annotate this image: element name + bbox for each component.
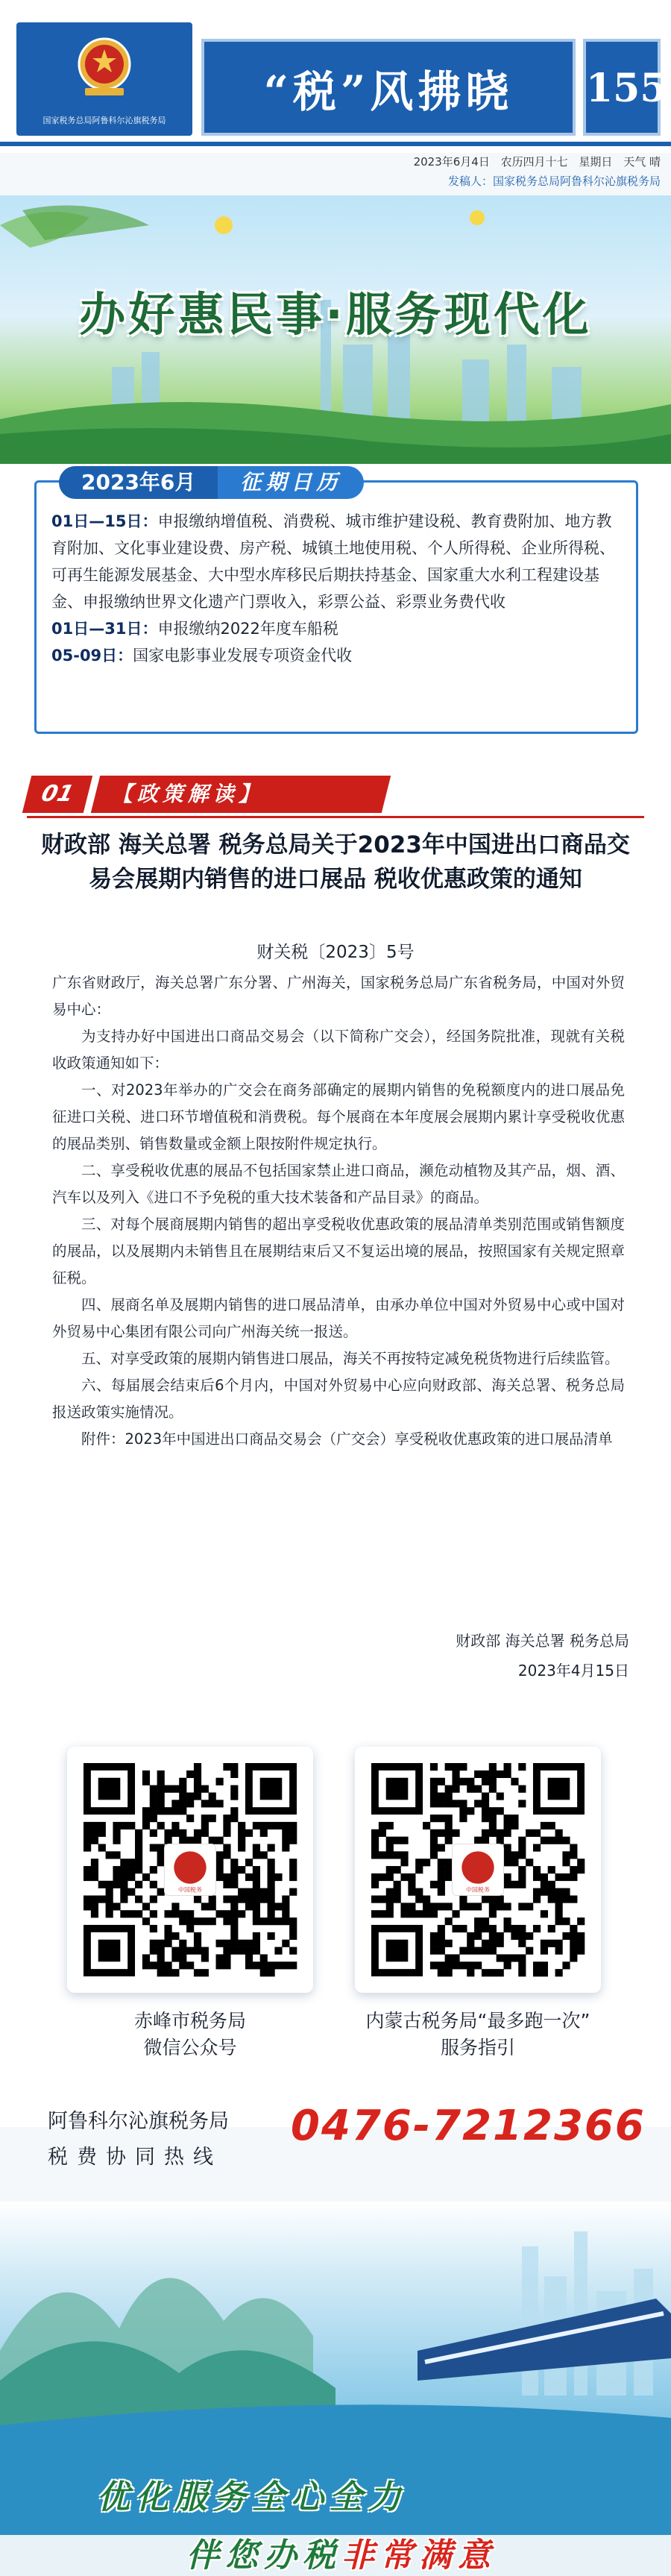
qr-caption-left-line2: 微信公众号: [143, 2037, 237, 2058]
qr-caption-right-line1: 内蒙古税务局“最多跑一次”: [365, 2010, 590, 2032]
qr-card-wechat[interactable]: [67, 1747, 313, 1993]
section-divider: [27, 816, 644, 818]
calendar-range: 05-09日：: [51, 647, 133, 665]
document-number: 财关税〔2023〕5号: [256, 943, 415, 962]
china-tax-logo-text: 中国税务: [178, 1886, 202, 1894]
banner: [0, 195, 671, 464]
document-addressee: 广东省财政厅，海关总署广东分署、广州海关，国家税务总局广东省税务局，中国对外贸易中心：: [52, 974, 625, 1018]
calendar-tabs: [59, 466, 364, 499]
footer-scene: [0, 2202, 671, 2575]
issue-box: [583, 39, 667, 136]
weekday: 星期日: [579, 155, 613, 169]
document-paragraph: 二、享受税收优惠的展品不包括国家禁止进口商品，濒危动植物及其产品，烟、酒、汽车以及列入《进口不予免税的重大技术装备和产品目录》的商品。: [52, 1162, 625, 1206]
lunar-date: 农历四月十七: [500, 155, 568, 169]
footer-motto-line1: 优化服务全心全力: [97, 2478, 407, 2516]
qr-caption-left: [56, 2008, 324, 2061]
document-signatory: 财政部 海关总署 税务总局: [456, 1632, 629, 1650]
masthead: [0, 0, 671, 153]
masthead-rule: [0, 142, 671, 146]
calendar-body: [51, 508, 621, 669]
publisher: 发稿人：国家税务总局阿鲁科尔沁旗税务局: [447, 175, 661, 188]
dateline: [201, 154, 661, 170]
calendar-month-tab: 2023年6月: [59, 466, 218, 499]
china-tax-logo-icon: [461, 1851, 494, 1883]
issue-number: 155: [586, 66, 667, 111]
calendar-row: [51, 615, 621, 642]
calendar-range: 01日—15日：: [51, 512, 158, 530]
policy-section: [0, 740, 671, 1709]
section-header: [27, 776, 400, 813]
document-paragraph: 一、对2023年举办的广交会在商务部确定的展期内销售的免税额度内的进口展品免征进口关税、进口环节增值税和消费税。每个展商在本年度展会展期内累计享受税收优惠的展品类别、销售数量或金额上限按附件规定执行。: [52, 1081, 625, 1152]
calendar-range: 01日—31日：: [51, 620, 158, 638]
section-label: 【政策解读】: [91, 776, 391, 813]
qr-section: [0, 1709, 671, 2127]
weather: 天气 晴: [623, 155, 661, 169]
document-paragraph: 四、展商名单及展期内销售的进口展品清单，由承办单位中国对外贸易中心或中国对外贸易中心集团有限公司向广州海关统一报送。: [52, 1296, 625, 1340]
document-paragraph: 三、对每个展商展期内销售的超出享受税收优惠政策的展品清单类别范围或销售额度的展品，以及展期内未销售且在展期结束后又不复运出境的展品，按照国家有关规定照章征税。: [52, 1216, 625, 1287]
issue-date: 2023年6月4日: [413, 155, 490, 169]
china-tax-logo-text: 中国税务: [466, 1886, 490, 1894]
qr-caption-right: [344, 2008, 612, 2061]
calendar-frame: [34, 470, 638, 734]
qr-caption-left-line1: 赤峰市税务局: [133, 2010, 246, 2032]
document-sign-date: 2023年4月15日: [517, 1662, 629, 1680]
qr-card-service-guide[interactable]: [355, 1747, 601, 1993]
hotline-label: 税费协同热线: [48, 2146, 222, 2169]
newsletter-title: “税”风拂晓: [263, 66, 514, 117]
footer-motto-line2: [186, 2528, 497, 2576]
calendar-title-tab: 征期日历: [218, 466, 364, 499]
newsletter-title-box: [201, 39, 576, 136]
tax-calendar: [0, 464, 671, 740]
document-paragraph: 六、每届展会结束后6个月内，中国对外贸易中心应向财政部、海关总署、税务总局报送政策实施情况。: [52, 1377, 625, 1421]
calendar-text: 申报缴纳增值税、消费税、城市维护建设税、教育费附加、地方教育附加、文化事业建设费、房产税、城镇土地使用税、个人所得税、企业所得税、可再生能源发展基金、大中型水库移民后期扶持基金、国家重大水利工程建设基金、申报缴纳世界文化遗产门票收入，彩票公益、彩票业务费代收: [51, 512, 615, 611]
tax-emblem-icon: [69, 31, 140, 103]
document-attachment: 附件：2023年中国进出口商品交易会（广交会）享受税收优惠政策的进口展品清单: [81, 1430, 613, 1448]
service-guide-qr-code-icon[interactable]: [371, 1763, 585, 1976]
calendar-text: 申报缴纳2022年度车船税: [157, 620, 338, 638]
agency-name: 国家税务总局阿鲁科尔沁旗税务局: [42, 116, 166, 125]
banner-slogan: 办好惠民事·服务现代化: [79, 287, 592, 342]
calendar-text: 国家电影事业发展专项资金代收: [133, 647, 353, 665]
document-paragraph: 五、对享受政策的展期内销售进口展品，海关不再按特定减免税货物进行后续监管。: [81, 1350, 620, 1367]
calendar-row: [51, 642, 621, 669]
calendar-row: [51, 508, 621, 615]
document-body: [52, 970, 625, 1453]
footer-motto-green: 伴您办税: [186, 2536, 341, 2575]
footer-motto-red: 非常满意: [341, 2536, 497, 2575]
qr-caption-right-line2: 服务指引: [440, 2037, 515, 2058]
wechat-qr-code-icon[interactable]: [84, 1763, 297, 1976]
document-paragraph: 为支持办好中国进出口商品交易会（以下简称广交会），经国务院批准，现就有关税收政策通知如下：: [52, 1028, 625, 1072]
section-number: 01: [22, 776, 92, 813]
hotline-org: 阿鲁科尔沁旗税务局: [48, 2110, 229, 2133]
hotline-number[interactable]: 0476-7212366: [291, 2102, 646, 2150]
china-tax-logo-icon: [174, 1851, 206, 1883]
document-title: 财政部 海关总署 税务总局关于2023年中国进出口商品交易会展期内销售的进口展品 税收优惠政策的通知: [41, 832, 630, 893]
agency-emblem-box: [16, 22, 192, 136]
